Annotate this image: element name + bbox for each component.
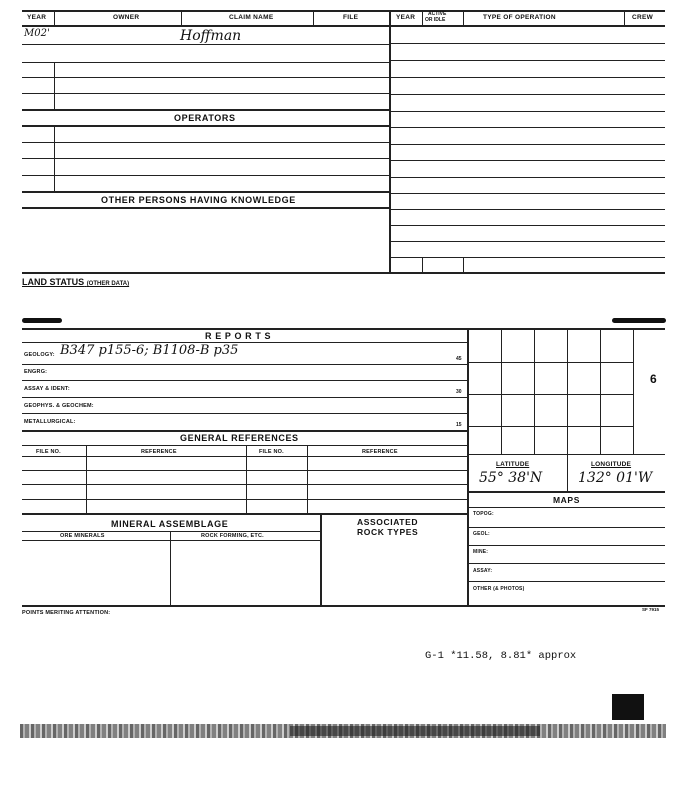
land-status-label: LAND STATUS: [22, 277, 85, 287]
grid-line: [534, 328, 535, 454]
row-line: [467, 563, 665, 564]
header-sep: [181, 10, 182, 25]
row-line: [389, 257, 665, 258]
row-line: [22, 158, 389, 159]
maps-assay: ASSAY:: [473, 568, 493, 574]
typed-note: G-1 *11.58, 8.81* approx: [425, 650, 577, 662]
scan-smudge: [612, 318, 666, 323]
land-status-sub: (OTHER DATA): [86, 281, 130, 287]
row-line: [467, 581, 665, 582]
row-line: [22, 531, 320, 532]
latitude-label: LATITUDE: [496, 461, 530, 468]
col-file-no: FILE NO.: [36, 449, 61, 455]
row-line: [389, 127, 665, 128]
header-sep: [624, 10, 625, 25]
row-line: [22, 207, 389, 209]
header-sep: [313, 10, 314, 25]
header-file: FILE: [343, 14, 359, 21]
scan-black-block: [612, 694, 644, 720]
col-line: [86, 445, 87, 513]
entry-claim-name: Hoffman: [180, 28, 242, 44]
report-num-45: 45: [456, 356, 462, 362]
grid-line: [467, 394, 633, 395]
col-line: [307, 445, 308, 513]
entry-year: M02': [24, 28, 50, 39]
row-line: [22, 364, 467, 365]
maps-topog: TOPOG:: [473, 511, 494, 517]
row-line: [22, 125, 389, 127]
row-line: [22, 413, 467, 414]
col-line: [54, 125, 55, 191]
grid-line: [501, 328, 502, 454]
row-line: [22, 456, 467, 457]
left-right-divider: [389, 10, 391, 272]
col-line: [422, 257, 423, 272]
maps-other: OTHER (& PHOTOS): [473, 586, 525, 592]
row-line: [22, 93, 389, 94]
mineral-assemblage-title: MINERAL ASSEMBLAGE: [111, 519, 229, 529]
grid-line: [467, 362, 633, 363]
operators-title: OPERATORS: [174, 113, 236, 123]
rock-forming-label: ROCK FORMING, ETC.: [201, 533, 264, 539]
row-line: [22, 77, 389, 78]
grid-line: [633, 328, 634, 454]
header-sep: [463, 10, 464, 25]
row-line: [22, 484, 467, 485]
row-line: [22, 540, 320, 541]
report-label-metallurgical: METALLURGICAL:: [24, 419, 76, 425]
row-line: [389, 209, 665, 210]
header-type-of-operation: TYPE OF OPERATION: [483, 14, 556, 21]
form-code: SF 7915: [642, 607, 660, 612]
col-file-no-2: FILE NO.: [259, 449, 284, 455]
row-line: [389, 111, 665, 112]
longitude-label: LONGITUDE: [591, 461, 632, 468]
header-owner: OWNER: [113, 14, 140, 21]
row-line: [467, 507, 665, 508]
scan-smudge: [22, 318, 62, 323]
row-line: [467, 545, 665, 546]
side-char: 6: [650, 372, 657, 386]
header-claim-name: CLAIM NAME: [229, 14, 274, 21]
latitude-value: 55° 38'N: [479, 470, 543, 486]
general-references-title: GENERAL REFERENCES: [180, 433, 299, 443]
col-line: [567, 454, 568, 491]
row-line: [22, 175, 389, 176]
row-line: [389, 94, 665, 95]
row-line: [22, 499, 467, 500]
row-line: [389, 241, 665, 242]
row-line: [22, 470, 467, 471]
grid-line: [567, 328, 568, 454]
land-status-heading: [22, 277, 129, 287]
report-num-15: 15: [456, 422, 462, 428]
header-year: YEAR: [27, 14, 47, 21]
row-line: [389, 144, 665, 145]
row-line: [389, 60, 665, 61]
rock-types-label: ROCK TYPES: [357, 527, 419, 537]
row-line: [22, 62, 389, 63]
row-line: [467, 527, 665, 528]
maps-title: MAPS: [553, 495, 580, 505]
header-sep: [422, 10, 423, 25]
col-line: [246, 445, 247, 513]
header-or-idle: OR IDLE: [425, 17, 446, 23]
header-bottom-border: [22, 25, 665, 27]
row-line: [22, 44, 389, 45]
table-bottom-border: [22, 272, 665, 274]
row-line: [22, 445, 467, 446]
header-sep: [54, 10, 55, 25]
row-line: [22, 397, 467, 398]
maps-geol: GEOL:: [473, 531, 490, 537]
report-num-30: 30: [456, 389, 462, 395]
form-bottom-border: [22, 605, 665, 607]
grid-line: [467, 426, 633, 427]
header-active: ACTIVE: [428, 11, 447, 17]
row-line: [22, 513, 467, 515]
row-line: [22, 191, 389, 193]
report-label-geophys: GEOPHYS. & GEOCHEM:: [24, 403, 94, 409]
col-line: [463, 257, 464, 272]
table-top-border: [22, 10, 665, 12]
scan-noise-dark: [290, 726, 540, 736]
row-line: [389, 160, 665, 161]
maps-mine: MINE:: [473, 549, 489, 555]
row-line: [22, 109, 389, 111]
report-label-assay: ASSAY & IDENT:: [24, 386, 70, 392]
reports-title: R E P O R T S: [205, 331, 272, 341]
col-line: [320, 513, 322, 605]
row-line: [22, 380, 467, 381]
longitude-value: 132° 01'W: [578, 470, 653, 486]
header-year-2: YEAR: [396, 14, 416, 21]
row-line: [389, 193, 665, 194]
col-reference: REFERENCE: [141, 449, 177, 455]
row-line: [389, 43, 665, 44]
row-line: [389, 225, 665, 226]
other-persons-title: OTHER PERSONS HAVING KNOWLEDGE: [101, 195, 296, 205]
grid-line: [467, 454, 665, 455]
report-label-engrg: ENGRG:: [24, 369, 48, 375]
row-line: [22, 430, 467, 432]
points-meriting-label: POINTS MERITING ATTENTION:: [22, 610, 111, 616]
form-top-border: [22, 328, 665, 330]
row-line: [22, 142, 389, 143]
row-line: [389, 77, 665, 78]
associated-label: ASSOCIATED: [357, 517, 419, 527]
col-line: [170, 531, 171, 605]
row-line: [467, 491, 665, 493]
col-line: [54, 62, 55, 109]
row-line: [389, 177, 665, 178]
col-reference-2: REFERENCE: [362, 449, 398, 455]
report-label-geology: GEOLOGY:: [24, 352, 55, 358]
report-value-geology: B347 p155-6; B1108-B p35: [60, 343, 239, 358]
header-crew: CREW: [632, 14, 654, 21]
grid-line: [600, 328, 601, 454]
ore-minerals-label: ORE MINERALS: [60, 533, 105, 539]
